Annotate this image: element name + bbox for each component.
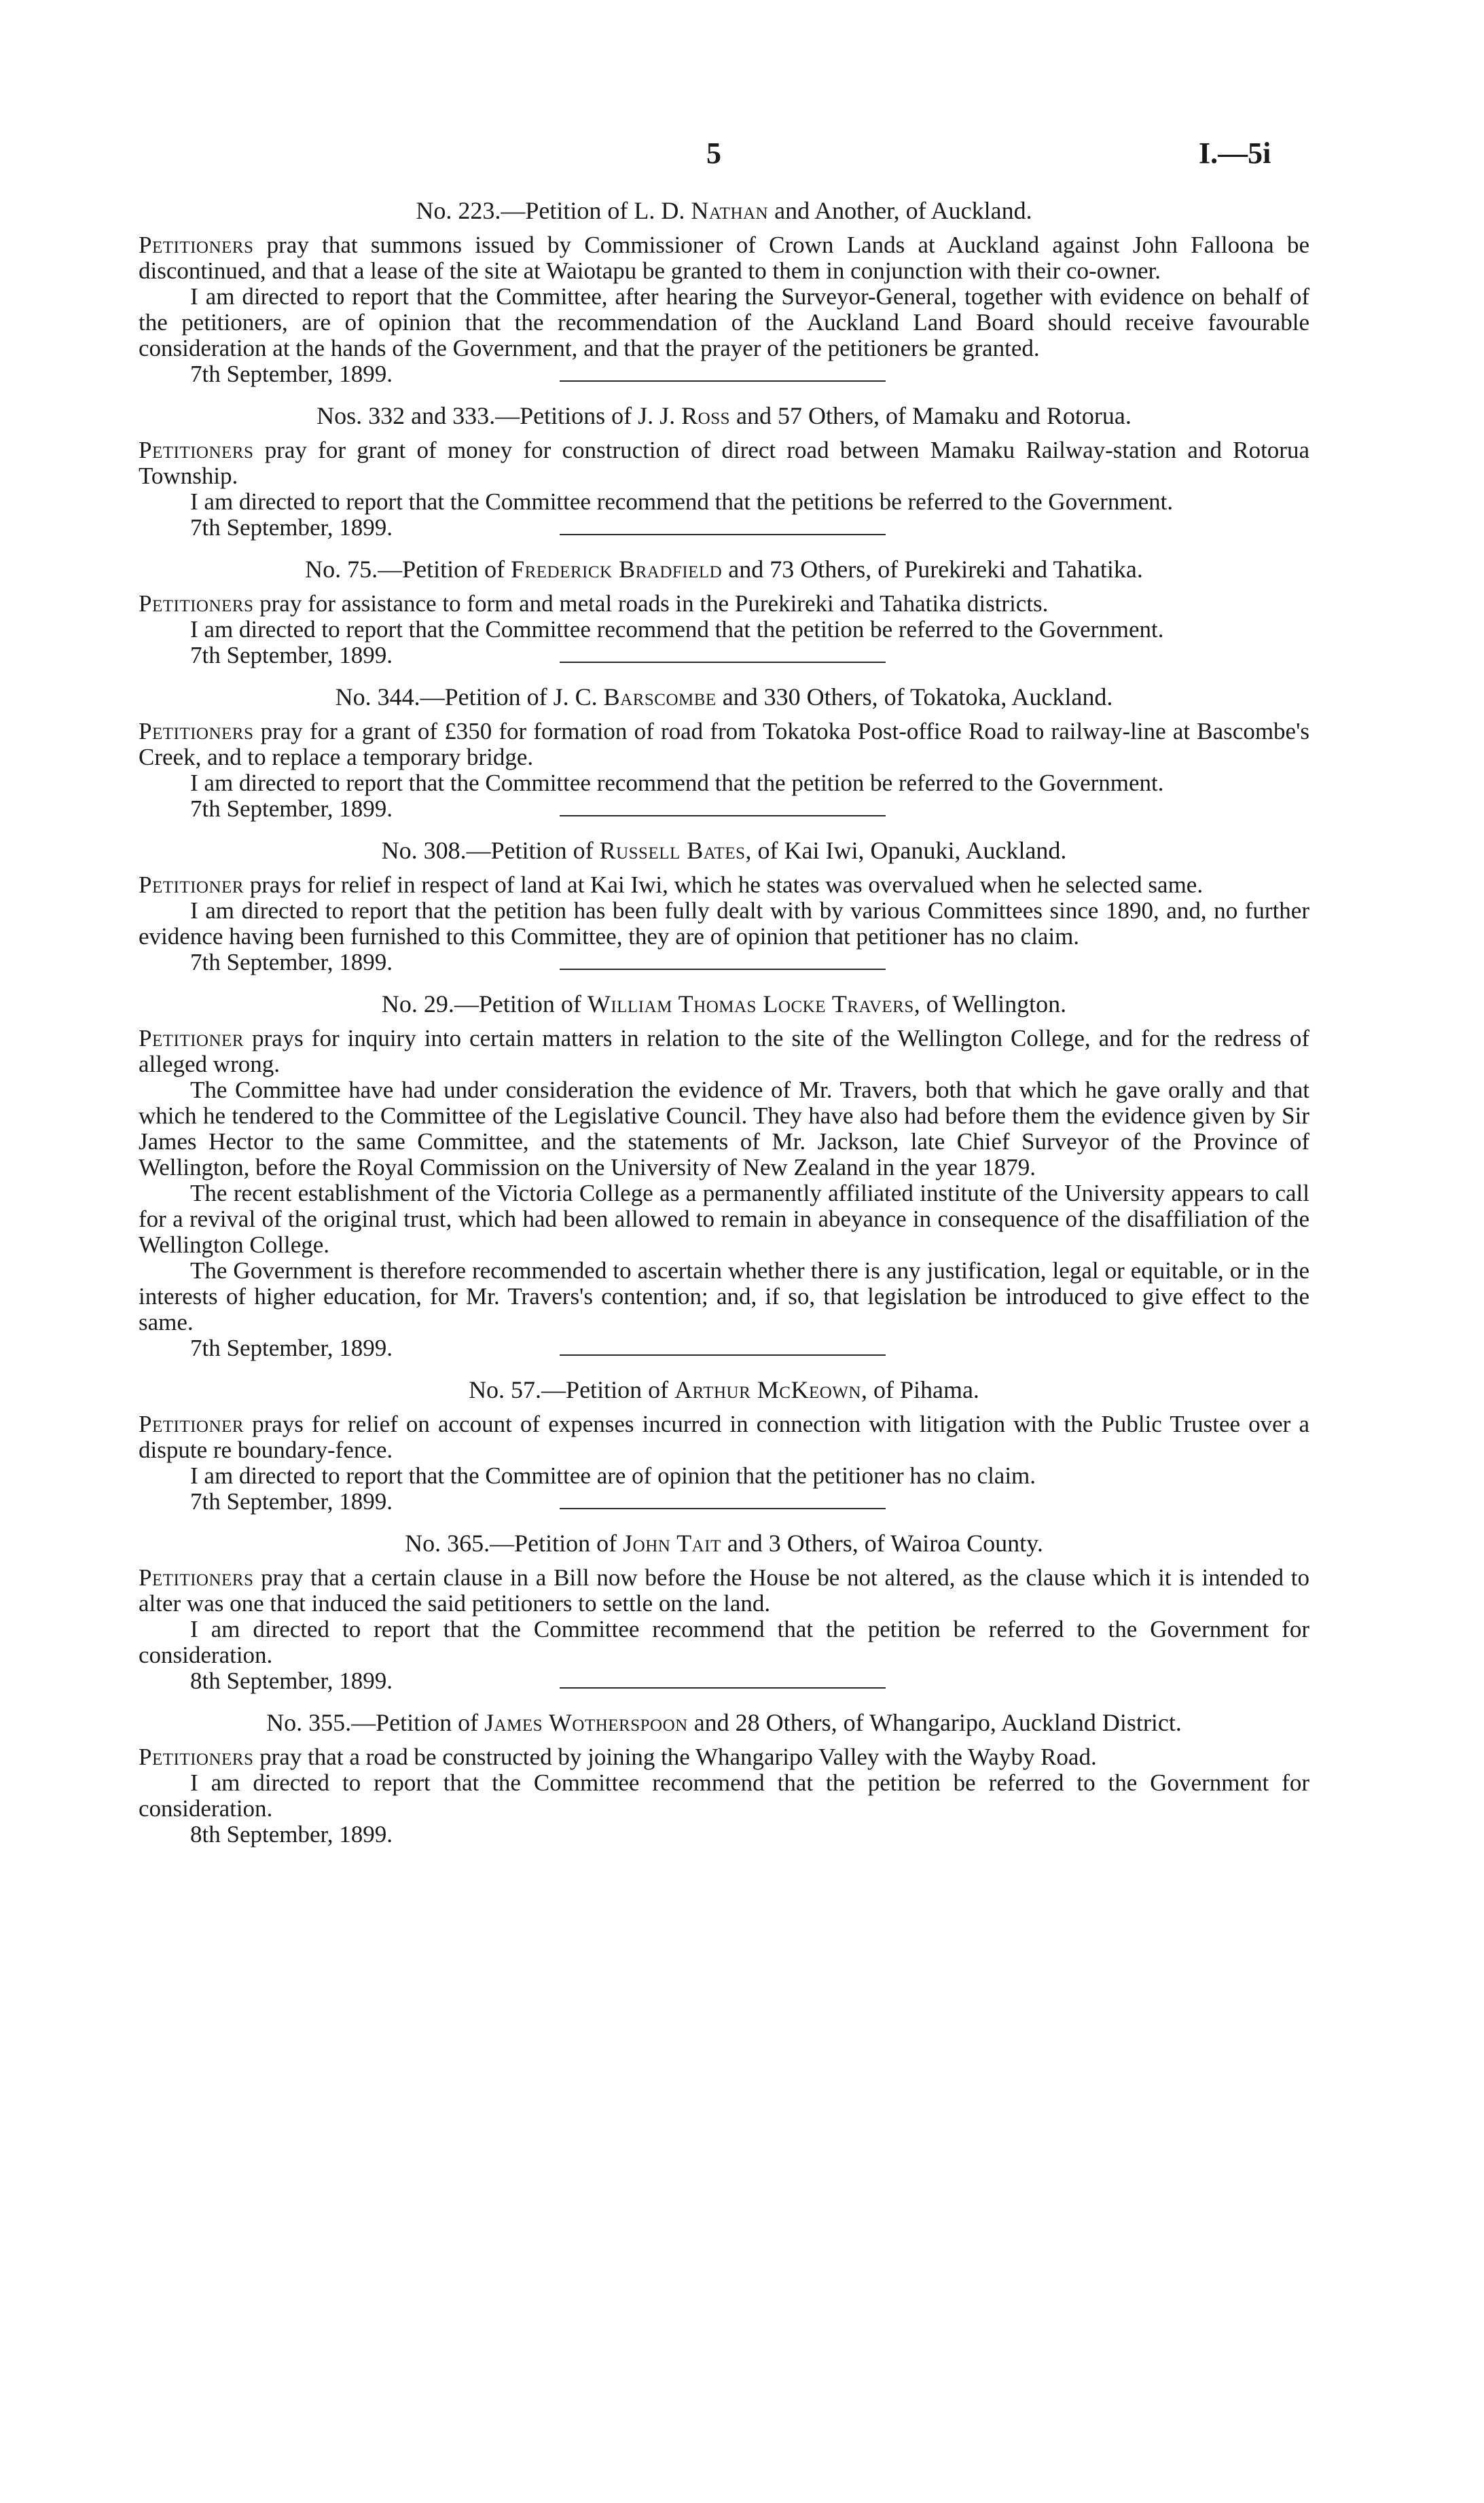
petitioner-name: James Wotherspoon xyxy=(484,1709,688,1736)
report-date: 7th September, 1899. xyxy=(190,1335,393,1361)
petitioner-name: Nathan xyxy=(691,197,769,224)
petition-prayer: Petitioners pray that summons issued by Commissioner of Crown Lands at Auckland against John Falloona be discontinued, and that a lease of the site at Waiotapu be granted to them in conjunction with their co-owner. xyxy=(139,232,1309,284)
committee-report: The Government is therefore recommended to ascertain whether there is any justification, legal or equitable, or in the interests of higher education, for Mr. Travers's contention; and, if so, that legislation be introduced to give effect to the same. xyxy=(139,1257,1309,1335)
petition-heading: No. 29.—Petition of William Thomas Locke Travers, of Wellington. xyxy=(381,990,1067,1018)
report-date: 7th September, 1899. xyxy=(190,949,393,975)
petition-heading: No. 308.—Petition of Russell Bates, of Kai Iwi, Opanuki, Auckland. xyxy=(381,837,1067,864)
committee-report: I am directed to report that the Committee, after hearing the Surveyor-General, together with evidence on behalf of the petitioners, are of opinion that the recommendation of the Auckland Land Board should receive favourable consideration at the hands of the Government, and that the prayer of the petitioners be granted. xyxy=(139,283,1309,361)
petition-entry xyxy=(139,401,1309,541)
petitioner-name: William Thomas Locke Travers xyxy=(587,990,914,1018)
petition-entry xyxy=(139,835,1309,975)
committee-report: I am directed to report that the petition has been fully dealt with by various Committees since 1890, and, no further evidence having been furnished to this Committee, they are of opinion that petitioner has no claim. xyxy=(139,897,1309,950)
petition-prayer: Petitioner prays for inquiry into certain matters in relation to the site of the Wellington College, and for the redress of alleged wrong. xyxy=(139,1025,1309,1077)
report-date: 7th September, 1899. xyxy=(190,642,393,668)
committee-report: I am directed to report that the Committee recommend that the petition be referred to the Government for consideration. xyxy=(139,1769,1309,1822)
petitioner-name: Frederick Bradfield xyxy=(511,556,723,583)
petition-prayer: Petitioner prays for relief in respect of land at Kai Iwi, which he states was overvalued when he selected same. xyxy=(139,871,1204,898)
petition-heading: No. 223.—Petition of L. D. Nathan and Another, of Auckland. xyxy=(416,197,1032,224)
petitioner-name: Barscombe xyxy=(603,683,717,710)
petition-entry xyxy=(139,196,1309,387)
report-date: 8th September, 1899. xyxy=(190,1668,393,1694)
petition-entry xyxy=(139,1708,1309,1848)
report-date: 7th September, 1899. xyxy=(190,1488,393,1515)
committee-report: I am directed to report that the Committee recommend that the petition be referred to the Government for consideration. xyxy=(139,1616,1309,1668)
petition-prayer: Petitioners pray for assistance to form and metal roads in the Purekireki and Tahatika districts. xyxy=(139,590,1049,617)
committee-report: I am directed to report that the Committee recommend that the petition be referred to the Government. xyxy=(190,770,1164,796)
petition-entry xyxy=(139,1528,1309,1694)
committee-report: I am directed to report that the Committee recommend that the petition be referred to the Government. xyxy=(190,616,1164,643)
committee-report: I am directed to report that the Committee are of opinion that the petitioner has no claim. xyxy=(190,1462,1036,1489)
petition-heading: No. 355.—Petition of James Wotherspoon and 28 Others, of Whangaripo, Auckland District. xyxy=(266,1709,1182,1736)
committee-report: The recent establishment of the Victoria College as a permanently affiliated institute of the University appears to call for a revival of the original trust, which had been allowed to remain in abeyance in consequence of the disaffiliation of the Wellington College. xyxy=(139,1180,1309,1258)
petitioner-name: Russell Bates xyxy=(599,837,746,864)
report-date: 8th September, 1899. xyxy=(190,1821,393,1848)
document-reference: I.—5i xyxy=(1199,137,1271,170)
petition-prayer: Petitioner prays for relief on account of expenses incurred in connection with litigation with the Public Trustee over a dispute re boundary-fence. xyxy=(139,1411,1309,1463)
petition-heading: Nos. 332 and 333.—Petitions of J. J. Ross and 57 Others, of Mamaku and Rotorua. xyxy=(316,402,1132,429)
report-date: 7th September, 1899. xyxy=(190,361,393,387)
committee-report: I am directed to report that the Committee recommend that the petitions be referred to the Government. xyxy=(190,488,1174,515)
petitioner-name: Ross xyxy=(681,402,730,429)
committee-report: The Committee have had under consideration the evidence of Mr. Travers, both that which he gave orally and that which he tendered to the Committee of the Legislative Council. They have also had before them the evidence given by Sir James Hector to the same Committee, and the statements of Mr. Jackson, late Chief Surveyor of the Province of Wellington, before the Royal Commission on the University of New Zealand in the year 1879. xyxy=(139,1077,1309,1181)
petitioner-name: John Tait xyxy=(623,1530,721,1557)
report-date: 7th September, 1899. xyxy=(190,795,393,822)
page-number: 5 xyxy=(706,137,721,170)
petition-entry xyxy=(139,1375,1309,1515)
petition-heading: No. 365.—Petition of John Tait and 3 Others, of Wairoa County. xyxy=(405,1530,1043,1557)
petition-heading: No. 75.—Petition of Frederick Bradfield and 73 Others, of Purekireki and Tahatika. xyxy=(305,556,1143,583)
petition-prayer: Petitioners pray for a grant of £350 for formation of road from Tokatoka Post-office Road to railway-line at Bascombe's Creek, and to replace a temporary bridge. xyxy=(139,718,1309,770)
petition-heading: No. 344.—Petition of J. C. Barscombe and 330 Others, of Tokatoka, Auckland. xyxy=(335,683,1113,710)
petition-entry xyxy=(139,682,1309,822)
petition-entry xyxy=(139,554,1309,668)
petition-prayer: Petitioners pray for grant of money for construction of direct road between Mamaku Railway-station and Rotorua Township. xyxy=(139,437,1309,489)
petitioner-name: Arthur McKeown xyxy=(674,1376,861,1403)
report-date: 7th September, 1899. xyxy=(190,514,393,541)
petition-heading: No. 57.—Petition of Arthur McKeown, of Pihama. xyxy=(469,1376,979,1403)
petitions-list xyxy=(139,196,1309,1848)
petition-prayer: Petitioners pray that a certain clause in a Bill now before the House be not altered, as the clause which it is intended to alter was one that induced the said petitioners to settle on the land. xyxy=(139,1564,1309,1617)
petition-prayer: Petitioners pray that a road be constructed by joining the Whangaripo Valley with the Wayby Road. xyxy=(139,1744,1097,1770)
petition-entry xyxy=(139,989,1309,1361)
